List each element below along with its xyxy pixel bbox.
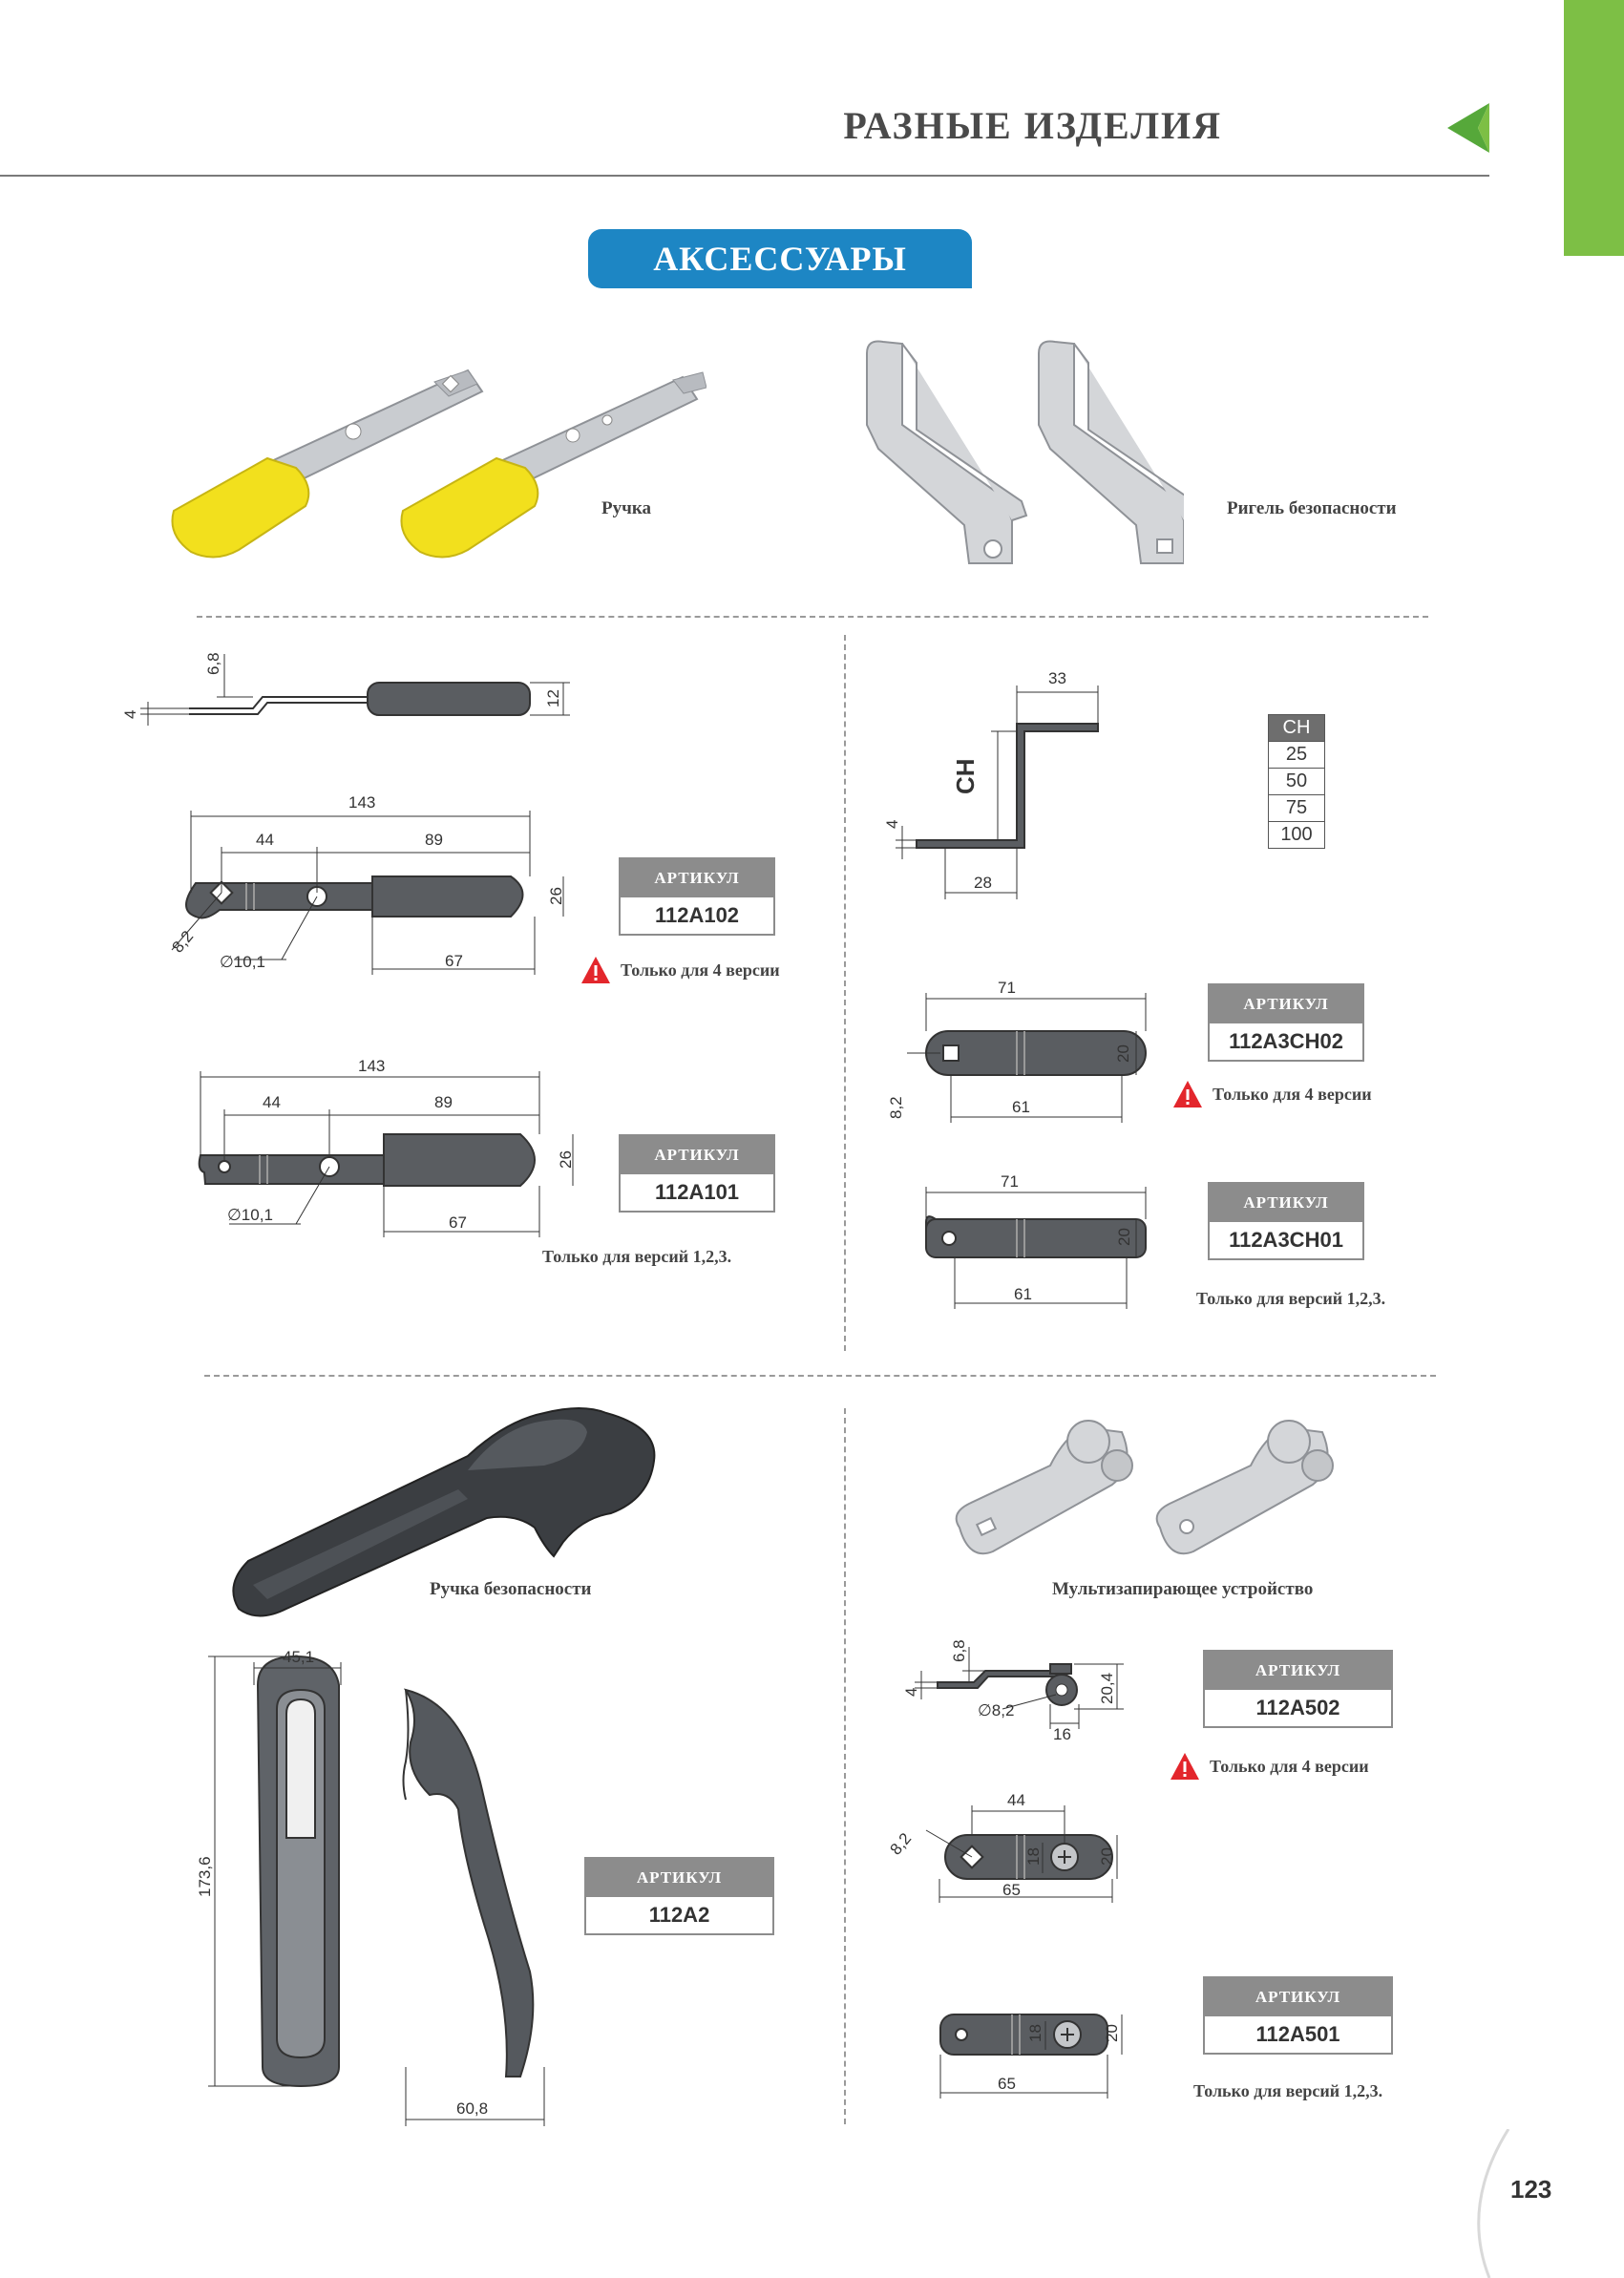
article-code: 112A501 [1255, 2022, 1340, 2046]
article-label: АРТИКУЛ [1210, 1184, 1362, 1222]
dim-4: 4 [883, 819, 901, 829]
dim-12: 12 [544, 689, 562, 707]
ch-table-cell: 25 [1269, 742, 1325, 769]
dim-20: 20 [1114, 1044, 1132, 1063]
version-note-text: Только для версий 1,2,3. [542, 1247, 732, 1266]
column-divider-top [844, 635, 846, 1351]
dim-20-4: 20,4 [1098, 1672, 1116, 1704]
dim-26: 26 [557, 1150, 575, 1169]
warning-icon [580, 955, 611, 985]
dim-4: 4 [902, 1687, 920, 1697]
article-label: АРТИКУЛ [586, 1859, 772, 1897]
dim-4: 4 [121, 709, 139, 719]
safety-bolt-112a3ch01-drawing [907, 1170, 1155, 1313]
article-code: 112A101 [654, 1180, 740, 1204]
dim-28: 28 [974, 874, 992, 892]
dim-71: 71 [998, 979, 1016, 997]
version-note-112a101 [542, 1247, 731, 1267]
safety-bolt-caption: Ригель безопасности [1227, 498, 1397, 518]
version-note-text: Только для версий 1,2,3. [1196, 1289, 1386, 1308]
dim-89: 89 [434, 1093, 453, 1111]
dim-diameter-10-1: ∅10,1 [220, 953, 265, 971]
article-label: АРТИКУЛ [1205, 1652, 1391, 1690]
dim-44: 44 [256, 831, 274, 849]
article-box-112a101 [619, 1134, 775, 1213]
ch-table-cell: 75 [1269, 795, 1325, 822]
article-code: 112A2 [648, 1903, 710, 1927]
dim-18: 18 [1026, 2024, 1044, 2042]
handle-112a102-drawing [153, 788, 601, 998]
article-box-112a501 [1203, 1976, 1393, 2055]
dim-diameter-8-2: ∅8,2 [978, 1701, 1015, 1719]
section-title-badge: АКСЕССУАРЫ [588, 229, 972, 288]
article-label: АРТИКУЛ [1210, 985, 1362, 1023]
dim-61: 61 [1014, 1285, 1032, 1303]
section-divider-middle [204, 1375, 1436, 1377]
dim-61: 61 [1012, 1098, 1030, 1116]
article-label: АРТИКУЛ [1205, 1978, 1391, 2016]
version-note-text: Только для версий 1,2,3. [1193, 2081, 1383, 2100]
ch-table-cell: 50 [1269, 769, 1325, 795]
dim-89: 89 [425, 831, 443, 849]
safety-bolt-side-drawing [878, 659, 1117, 917]
ch-table-header: CH [1269, 715, 1325, 742]
dim-26: 26 [547, 887, 565, 905]
dim-71: 71 [1001, 1172, 1019, 1191]
dim-20: 20 [1115, 1228, 1133, 1246]
dim-143: 143 [348, 793, 376, 812]
multilock-112a501-drawing [921, 1997, 1141, 2102]
dim-16: 16 [1053, 1725, 1071, 1742]
dim-67: 67 [445, 952, 463, 970]
dim-65: 65 [998, 2075, 1016, 2093]
article-code: 112A502 [1255, 1696, 1340, 1719]
article-label: АРТИКУЛ [621, 859, 773, 897]
dim-diameter-10-1: ∅10,1 [227, 1206, 273, 1224]
version-note-text: Только для 4 версии [621, 960, 780, 980]
version-note-112a3ch01 [1196, 1289, 1385, 1309]
page-accent-tab [1564, 0, 1624, 256]
article-code: 112A3CH01 [1229, 1228, 1343, 1252]
version-note-112a501 [1193, 2081, 1382, 2101]
dim-square-8-2: 8,2 [168, 927, 198, 957]
column-divider-bottom [844, 1408, 846, 2124]
dim-square-8-2: 8,2 [887, 1096, 905, 1119]
multilock-side-drawing [897, 1628, 1146, 1742]
dim-44: 44 [263, 1093, 281, 1111]
yellow-handle-photo [162, 363, 707, 582]
safety-handle-caption: Ручка безопасности [430, 1579, 592, 1599]
ch-table-cell: 100 [1269, 822, 1325, 849]
header-divider [0, 175, 1489, 177]
dim-20: 20 [1103, 2024, 1121, 2042]
article-code: 112A3CH02 [1229, 1029, 1343, 1053]
dim-33: 33 [1048, 669, 1066, 687]
chevron-left-icon [1445, 101, 1491, 155]
article-box-112a3ch02 [1208, 983, 1364, 1062]
page-number: 123 [1510, 2175, 1552, 2204]
multilock-112a502-drawing [878, 1778, 1136, 1911]
version-note-112a502 [1170, 1751, 1369, 1782]
warning-icon [1172, 1079, 1203, 1109]
dim-173-6: 173,6 [196, 1856, 214, 1897]
page-title: РАЗНЫЕ ИЗДЕЛИЯ [843, 104, 1222, 147]
dim-44: 44 [1007, 1791, 1025, 1809]
safety-bolt-photo [859, 334, 1184, 601]
ch-size-table [1268, 714, 1325, 849]
handle-caption: Ручка [601, 498, 651, 518]
section-divider-top [197, 616, 1428, 618]
multilock-photo [950, 1408, 1351, 1571]
dim-143: 143 [358, 1057, 386, 1075]
dim-67: 67 [449, 1213, 467, 1232]
dim-20: 20 [1098, 1847, 1116, 1866]
article-box-112a3ch01 [1208, 1182, 1364, 1260]
dim-65: 65 [1002, 1881, 1021, 1899]
warning-icon [1170, 1751, 1200, 1782]
article-box-112a502 [1203, 1650, 1393, 1728]
safety-handle-drawing [191, 1647, 573, 2134]
dim-ch: CH [951, 758, 980, 794]
article-code: 112A102 [654, 903, 740, 927]
dim-60-8: 60,8 [456, 2099, 489, 2118]
article-box-112a102 [619, 857, 775, 936]
handle-112a101-drawing [181, 1050, 601, 1241]
version-note-112a3ch02 [1172, 1079, 1372, 1109]
dim-18: 18 [1024, 1847, 1043, 1866]
dim-square-8-2: 8,2 [886, 1829, 916, 1859]
article-label: АРТИКУЛ [621, 1136, 773, 1174]
dim-6-8: 6,8 [204, 652, 222, 675]
handle-side-view-drawing [119, 644, 587, 740]
version-note-text: Только для 4 версии [1210, 1756, 1369, 1776]
dim-45-1: 45,1 [283, 1648, 315, 1666]
version-note-112a102 [580, 955, 780, 985]
article-box-112a2 [584, 1857, 774, 1935]
version-note-text: Только для 4 версии [1213, 1084, 1372, 1104]
multilock-caption: Мультизапирающее устройство [1052, 1579, 1314, 1599]
safety-bolt-112a3ch02-drawing [878, 974, 1155, 1127]
dim-6-8: 6,8 [950, 1639, 968, 1662]
